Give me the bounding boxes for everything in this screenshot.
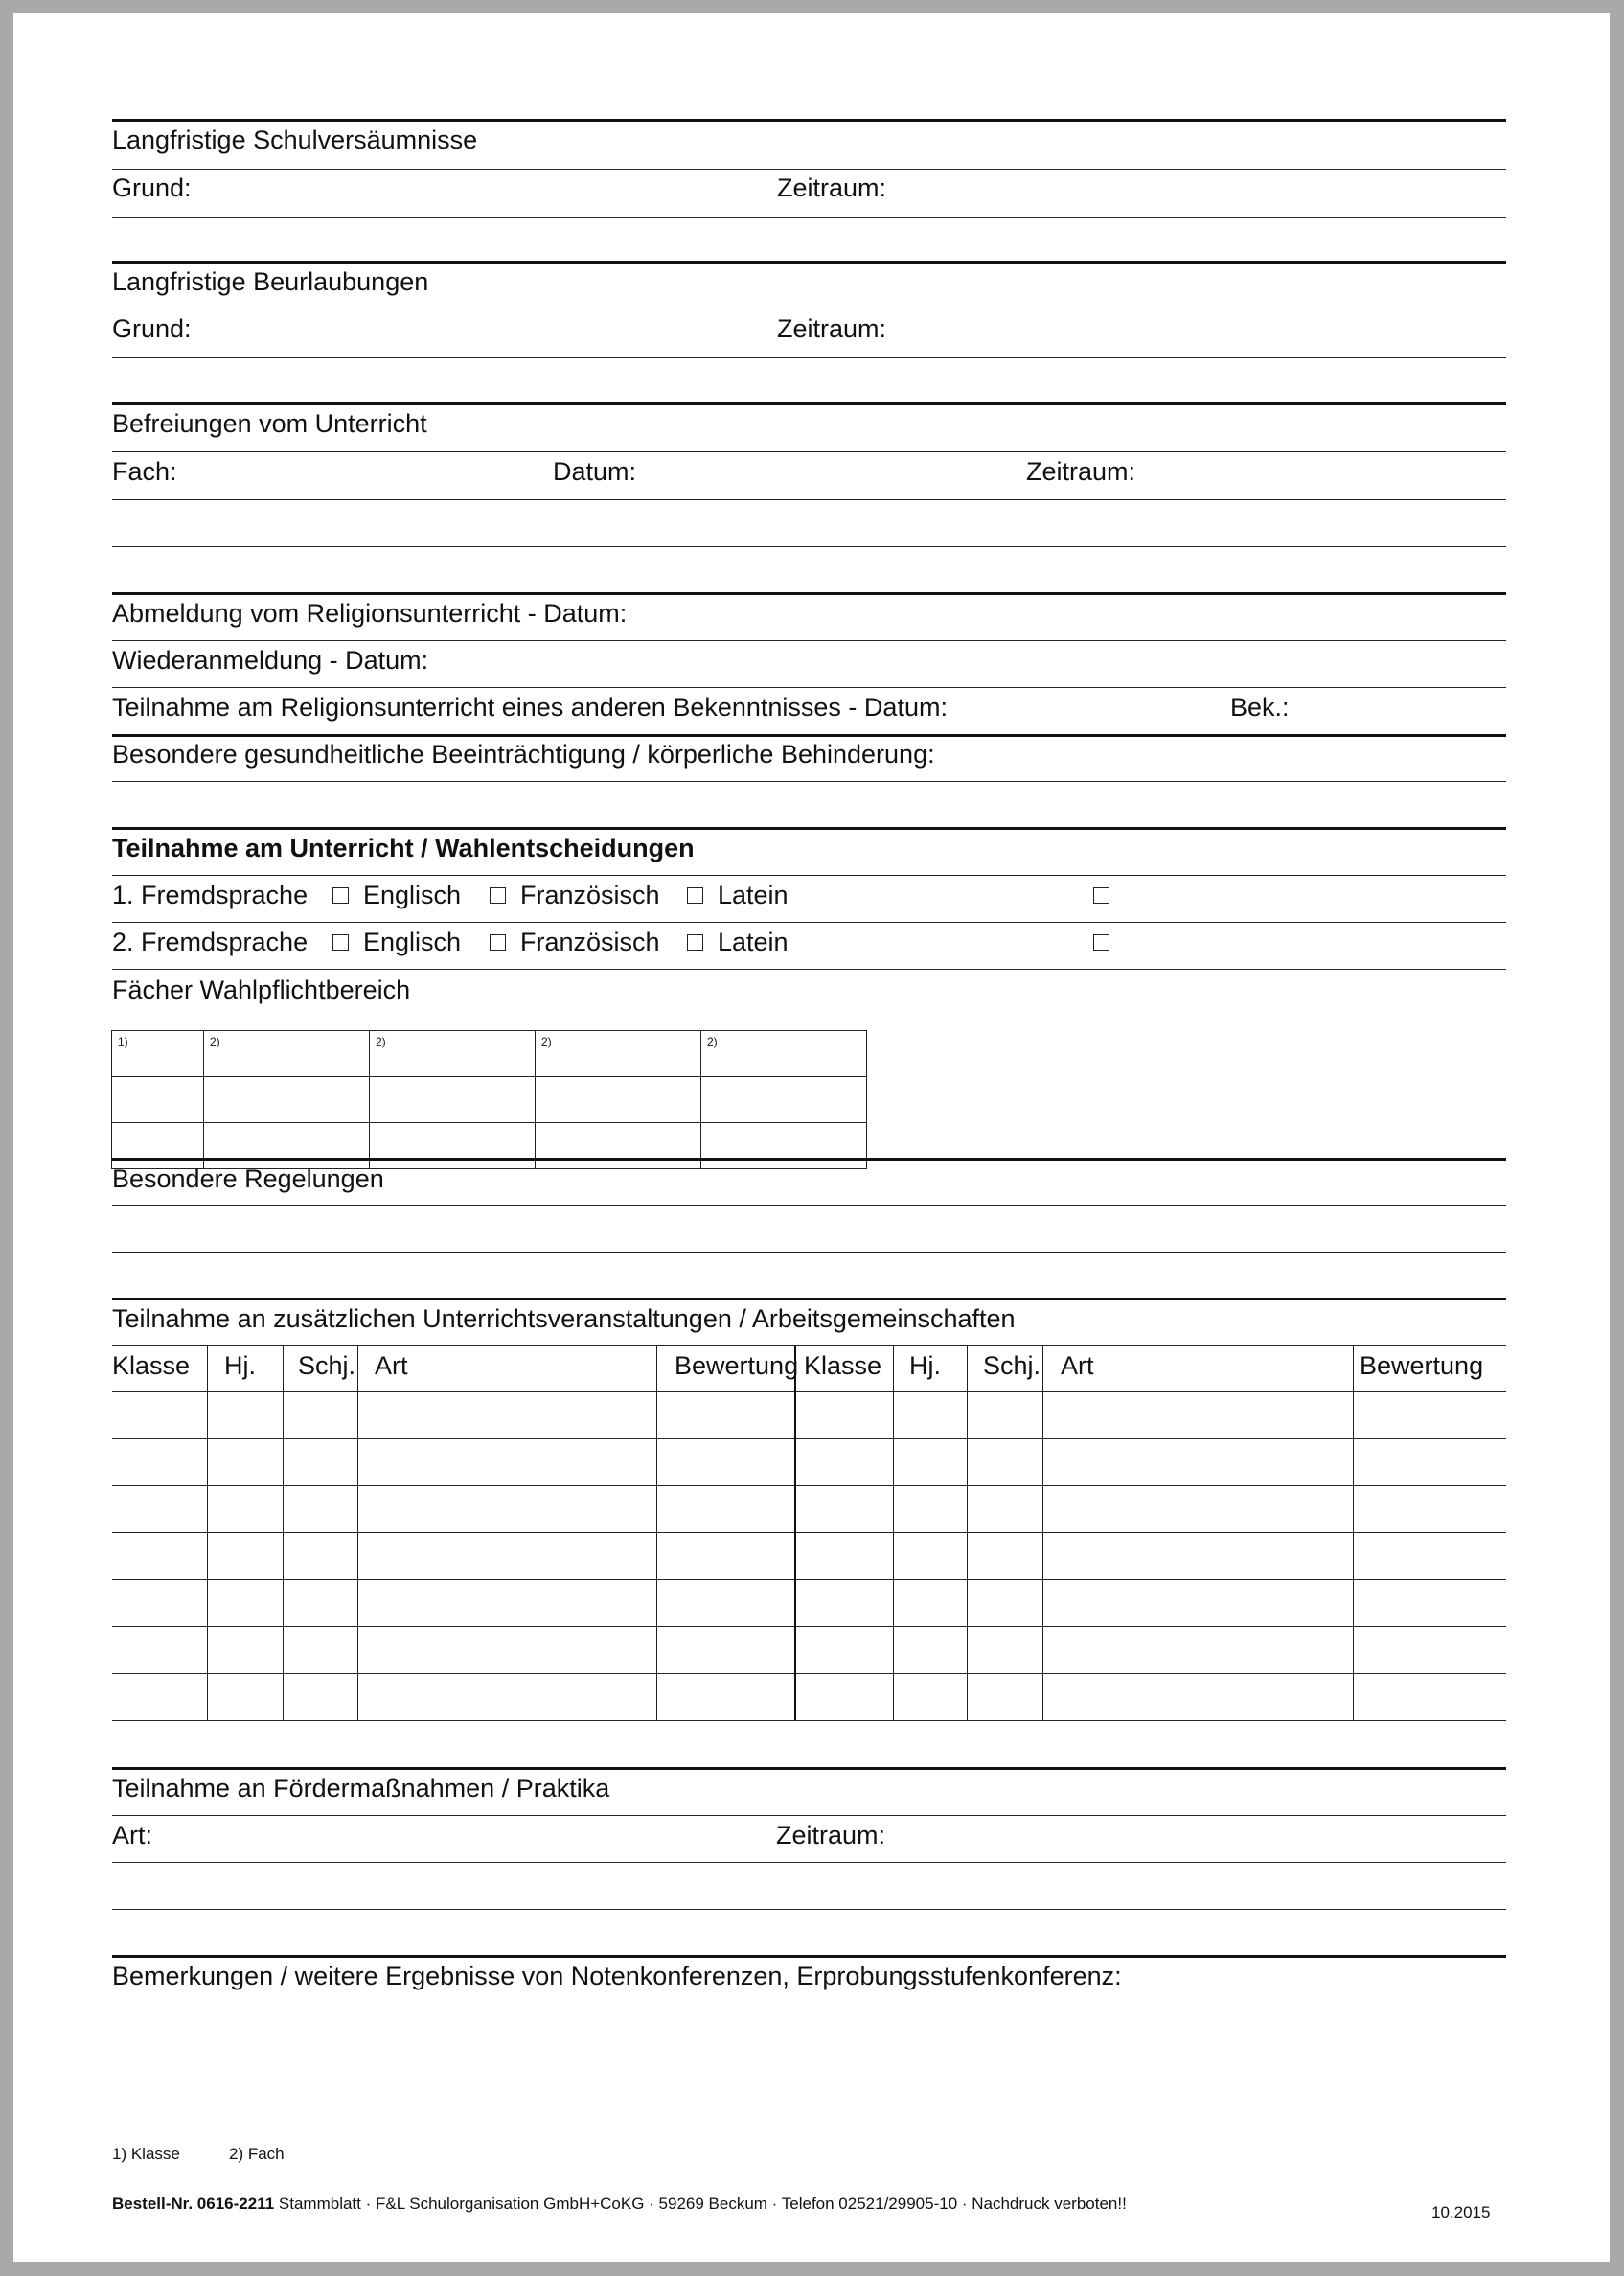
publisher-info: Stammblatt · F&L Schulorganisation GmbH+CoKG · 59269 Beckum · Telefon 02521/29905-10 · Nachdruck verboten!! xyxy=(274,2195,1127,2213)
table-row xyxy=(112,1123,867,1169)
divider xyxy=(112,1205,1506,1206)
table-col-line xyxy=(656,1345,657,1720)
col-header-schj: Schj. xyxy=(983,1351,1041,1380)
divider xyxy=(112,734,1506,737)
art-label: Art: xyxy=(112,1821,153,1850)
divider xyxy=(112,1158,1506,1161)
table-cell[interactable] xyxy=(536,1031,701,1077)
divider xyxy=(112,119,1506,122)
checkbox-fs1-englisch[interactable] xyxy=(332,887,349,904)
table-cell[interactable] xyxy=(112,1123,204,1169)
section-title-arbeitsgemeinschaften: Teilnahme an zusätzlichen Unterrichtsveranstaltungen / Arbeitsgemeinschaften xyxy=(112,1304,1016,1333)
table-center-divider xyxy=(794,1345,796,1720)
section-title-foerdermassnahmen: Teilnahme an Fördermaßnahmen / Praktika xyxy=(112,1774,610,1803)
zeitraum-label: Zeitraum: xyxy=(1026,457,1136,486)
divider xyxy=(112,640,1506,641)
section-title-befreiungen: Befreiungen vom Unterricht xyxy=(112,409,427,438)
wahlpflicht-label: Fächer Wahlpflichtbereich xyxy=(112,976,411,1004)
besondere-regelungen-label: Besondere Regelungen xyxy=(112,1164,384,1193)
divider xyxy=(112,875,1506,876)
divider xyxy=(112,451,1506,452)
table-col-line xyxy=(283,1345,284,1720)
divider xyxy=(112,402,1506,405)
divider xyxy=(112,1909,1506,1910)
option-latein: Latein xyxy=(718,928,789,956)
form-page xyxy=(13,13,1610,2262)
table-col-line xyxy=(1042,1345,1043,1720)
wahlpflicht-table xyxy=(111,1030,867,1169)
divider xyxy=(112,546,1506,547)
checkbox-fs2-englisch[interactable] xyxy=(332,934,349,951)
table-cell[interactable] xyxy=(701,1031,867,1077)
zeitraum-label: Zeitraum: xyxy=(776,1821,886,1850)
table-cell[interactable] xyxy=(370,1031,536,1077)
table-col-line xyxy=(207,1345,208,1720)
footnote-ref-fach: 2) xyxy=(541,1035,552,1048)
footnote-fach: 2) Fach xyxy=(229,2145,285,2163)
divider xyxy=(112,261,1506,264)
divider xyxy=(112,1345,1506,1346)
checkbox-fs1-other[interactable] xyxy=(1093,887,1109,904)
col-header-klasse: Klasse xyxy=(804,1351,882,1380)
checkbox-fs2-franzoesisch[interactable] xyxy=(490,934,506,951)
table-row-line xyxy=(112,1532,1506,1533)
section-title-beurlaubungen: Langfristige Beurlaubungen xyxy=(112,267,429,296)
divider xyxy=(112,969,1506,970)
divider xyxy=(112,1862,1506,1863)
col-header-bewertung: Bewertung xyxy=(1360,1351,1484,1380)
zeitraum-label: Zeitraum: xyxy=(777,314,887,343)
checkbox-fs2-latein[interactable] xyxy=(687,934,703,951)
grund-label: Grund: xyxy=(112,314,192,343)
option-latein: Latein xyxy=(718,881,789,909)
datum-label: Datum: xyxy=(553,457,637,486)
divider xyxy=(112,1298,1506,1300)
table-row xyxy=(112,1077,867,1123)
col-header-hj: Hj. xyxy=(224,1351,256,1380)
gesundheit-label: Besondere gesundheitliche Beeinträchtigung / körperliche Behinderung: xyxy=(112,740,935,769)
bek-label: Bek.: xyxy=(1230,693,1290,722)
table-col-line xyxy=(967,1345,968,1720)
table-row-line xyxy=(112,1720,1506,1721)
option-franzoesisch: Französisch xyxy=(520,928,660,956)
table-cell[interactable] xyxy=(204,1123,370,1169)
divider xyxy=(112,922,1506,923)
table-row-line xyxy=(112,1391,1506,1392)
bemerkungen-label: Bemerkungen / weitere Ergebnisse von Notenkonferenzen, Erprobungsstufenkonferenz: xyxy=(112,1962,1122,1990)
fach-label: Fach: xyxy=(112,457,177,486)
table-cell[interactable] xyxy=(112,1031,204,1077)
zeitraum-label: Zeitraum: xyxy=(777,173,887,202)
option-franzoesisch: Französisch xyxy=(520,881,660,909)
footnote-ref-klasse: 1) xyxy=(118,1035,128,1048)
table-cell[interactable] xyxy=(701,1123,867,1169)
divider xyxy=(112,687,1506,688)
divider xyxy=(112,1955,1506,1958)
divider xyxy=(112,1767,1506,1770)
checkbox-fs1-latein[interactable] xyxy=(687,887,703,904)
table-row-line xyxy=(112,1438,1506,1439)
table-cell[interactable] xyxy=(370,1077,536,1123)
divider xyxy=(112,1815,1506,1816)
divider xyxy=(112,592,1506,595)
table-row-line xyxy=(112,1485,1506,1486)
footnote-ref-fach: 2) xyxy=(707,1035,718,1048)
abmeldung-religion-label: Abmeldung vom Religionsunterricht - Datum: xyxy=(112,599,628,628)
footnote-klasse: 1) Klasse xyxy=(112,2145,180,2163)
divider xyxy=(112,827,1506,830)
section-title-schulversaeumnisse: Langfristige Schulversäumnisse xyxy=(112,126,478,154)
section-title-wahlentscheidungen: Teilnahme am Unterricht / Wahlentscheidungen xyxy=(112,834,695,862)
table-cell[interactable] xyxy=(701,1077,867,1123)
col-header-schj: Schj. xyxy=(298,1351,356,1380)
divider xyxy=(112,217,1506,218)
footer-order-info xyxy=(112,2195,1127,2214)
table-col-line xyxy=(1353,1345,1354,1720)
table-cell[interactable] xyxy=(536,1077,701,1123)
fremdsprache-2-label: 2. Fremdsprache xyxy=(112,928,309,956)
col-header-hj: Hj. xyxy=(909,1351,941,1380)
divider xyxy=(112,357,1506,358)
col-header-bewertung: Bewertung xyxy=(675,1351,799,1380)
divider xyxy=(112,169,1506,170)
table-row-line xyxy=(112,1673,1506,1674)
col-header-klasse: Klasse xyxy=(112,1351,191,1380)
table-cell[interactable] xyxy=(370,1123,536,1169)
table-cell[interactable] xyxy=(112,1077,204,1123)
table-cell[interactable] xyxy=(204,1077,370,1123)
order-number: Bestell-Nr. 0616-2211 xyxy=(112,2195,275,2213)
table-cell[interactable] xyxy=(536,1123,701,1169)
footnote-ref-fach: 2) xyxy=(376,1035,386,1048)
option-englisch: Englisch xyxy=(363,881,462,909)
table-row-line xyxy=(112,1579,1506,1580)
table-row-line xyxy=(112,1626,1506,1627)
option-englisch: Englisch xyxy=(363,928,462,956)
table-cell[interactable] xyxy=(204,1031,370,1077)
table-row xyxy=(112,1031,867,1077)
divider xyxy=(112,499,1506,500)
fremdsprache-1-label: 1. Fremdsprache xyxy=(112,881,309,909)
divider xyxy=(112,1252,1506,1253)
andere-bekenntnis-label: Teilnahme am Religionsunterricht eines anderen Bekenntnisses - Datum: xyxy=(112,693,948,722)
divider xyxy=(112,781,1506,782)
footnote-ref-fach: 2) xyxy=(210,1035,220,1048)
grund-label: Grund: xyxy=(112,173,192,202)
checkbox-fs1-franzoesisch[interactable] xyxy=(490,887,506,904)
table-col-line xyxy=(357,1345,358,1720)
col-header-art: Art xyxy=(1061,1351,1094,1380)
footer-date: 10.2015 xyxy=(1431,2203,1491,2221)
wiederanmeldung-label: Wiederanmeldung - Datum: xyxy=(112,646,429,675)
table-col-line xyxy=(893,1345,894,1720)
col-header-art: Art xyxy=(375,1351,408,1380)
checkbox-fs2-other[interactable] xyxy=(1093,934,1109,951)
